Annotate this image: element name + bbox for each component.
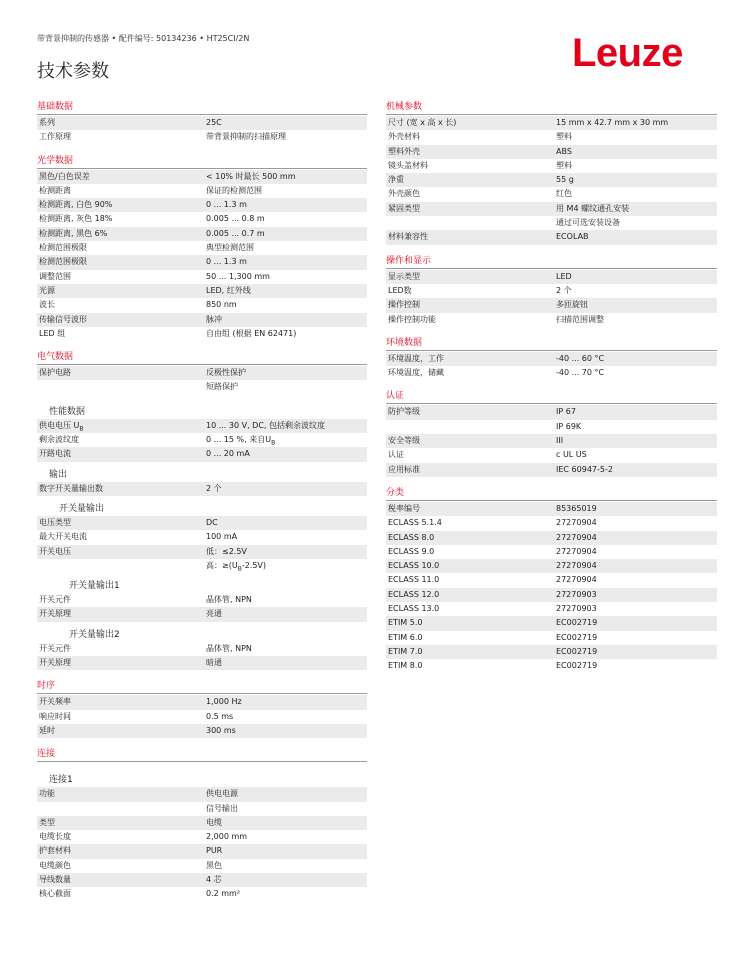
section-title-environment: 环境数据 xyxy=(386,337,717,351)
row-key: 外壳材料 xyxy=(388,132,420,142)
row-key: 紧固类型 xyxy=(388,203,420,213)
table-row xyxy=(386,216,717,230)
row-value: 通过可选安装设备 xyxy=(556,218,620,228)
section-title-connection: 连接 xyxy=(37,748,367,762)
table-row xyxy=(37,419,367,433)
row-value: 红色 xyxy=(556,189,572,199)
row-key: 最大开关电流 xyxy=(39,532,87,542)
environment-table xyxy=(386,352,717,381)
table-row xyxy=(37,482,367,496)
table-row xyxy=(386,531,717,545)
table-row xyxy=(37,116,367,130)
row-value: < 10% 时最长 500 mm xyxy=(206,171,296,181)
table-row xyxy=(37,313,367,327)
row-value: EC002719 xyxy=(556,632,598,642)
table-row xyxy=(37,447,367,461)
row-key: 光源 xyxy=(39,285,55,295)
row-value: 10 ... 30 V, DC, 包括剩余波纹度 xyxy=(206,420,326,430)
table-row xyxy=(386,173,717,187)
row-value: EC002719 xyxy=(556,661,598,671)
table-row xyxy=(37,802,367,816)
table-row xyxy=(386,284,717,298)
row-key: LED 组 xyxy=(39,328,66,338)
table-row xyxy=(386,502,717,516)
table-row xyxy=(37,530,367,544)
row-value: 0 ... 20 mA xyxy=(206,449,250,459)
row-value: 85365019 xyxy=(556,503,597,513)
row-key: 环境温度，工作 xyxy=(388,353,444,363)
row-key xyxy=(386,216,556,230)
table-row xyxy=(386,145,717,159)
row-value: 850 nm xyxy=(206,300,237,310)
row-key: 调整范围 xyxy=(39,271,71,281)
row-key: 外壳颜色 xyxy=(388,189,420,199)
row-key: 波长 xyxy=(39,300,55,310)
row-value: 反极性保护 xyxy=(206,368,246,378)
table-row xyxy=(386,559,717,573)
classification-table xyxy=(386,502,717,674)
table-row xyxy=(37,724,367,738)
row-key: 操作控制功能 xyxy=(388,314,436,324)
row-key: 净重 xyxy=(388,175,404,185)
table-row xyxy=(37,859,367,873)
row-value: 0 ... 1.3 m xyxy=(206,257,247,267)
table-row xyxy=(386,434,717,448)
table-row xyxy=(37,873,367,887)
row-value: 0.005 ... 0.8 m xyxy=(206,214,265,224)
basic-table xyxy=(37,116,367,145)
table-row xyxy=(386,159,717,173)
section-title-timing: 时序 xyxy=(37,680,367,694)
row-key: 护套材料 xyxy=(39,846,71,856)
row-value: 供电电源 xyxy=(206,789,238,799)
row-key: 税率编号 xyxy=(388,503,420,513)
row-value: IEC 60947-5-2 xyxy=(556,464,613,474)
row-key: 数字开关量输出数 xyxy=(39,483,103,493)
row-value: -40 ... 60 °C xyxy=(556,353,605,363)
row-key xyxy=(386,420,556,434)
row-key: 开关电压 xyxy=(39,546,71,556)
row-key: 防护等级 xyxy=(388,407,420,417)
row-value: 27270904 xyxy=(556,518,597,528)
row-key: 开关原理 xyxy=(39,658,71,668)
row-key: 保护电路 xyxy=(39,368,71,378)
row-key: 塑料外壳 xyxy=(388,146,420,156)
table-row xyxy=(386,463,717,477)
row-value xyxy=(206,433,367,447)
row-key xyxy=(37,419,206,433)
row-value: 黑色 xyxy=(206,860,222,870)
table-row xyxy=(37,607,367,621)
table-row xyxy=(386,366,717,380)
row-value: 0.2 mm² xyxy=(206,889,241,899)
row-value: 27270904 xyxy=(556,575,597,585)
page-title: 技术参数 xyxy=(37,61,109,82)
row-key: 检测距离 xyxy=(39,185,71,195)
table-row xyxy=(37,270,367,284)
row-key: 电压类型 xyxy=(39,517,71,527)
supply-voltage-label: 供电电压 U xyxy=(39,420,80,430)
row-value: 4 芯 xyxy=(206,874,222,884)
row-value: 保证的检测范围 xyxy=(206,185,262,195)
row-key: 镜头盖材料 xyxy=(388,160,428,170)
row-key: 功能 xyxy=(39,789,55,799)
table-row xyxy=(386,516,717,530)
subsection-connection-1: 连接1 xyxy=(49,775,73,786)
table-row xyxy=(386,298,717,312)
table-row xyxy=(37,366,367,380)
table-row xyxy=(37,130,367,144)
row-key: 材料兼容性 xyxy=(388,232,428,242)
row-key: 认证 xyxy=(388,450,404,460)
row-value xyxy=(206,559,367,573)
voltage-high-post: -2.5V) xyxy=(241,560,267,570)
switch-output-table xyxy=(37,516,367,545)
row-key: 电缆颜色 xyxy=(39,860,71,870)
table-row xyxy=(386,420,717,434)
row-key: 开关元件 xyxy=(39,595,71,605)
row-key: ECLASS 11.0 xyxy=(388,575,440,585)
row-key: ETIM 7.0 xyxy=(388,646,423,656)
row-value: 扫描范围调整 xyxy=(556,314,604,324)
row-value: 27270904 xyxy=(556,532,597,542)
table-row xyxy=(386,270,717,284)
table-row xyxy=(37,433,367,447)
table-row xyxy=(386,187,717,201)
row-key: ECLASS 9.0 xyxy=(388,546,435,556)
table-row xyxy=(37,241,367,255)
table-row xyxy=(386,616,717,630)
table-row xyxy=(37,380,367,394)
row-value: 电缆 xyxy=(206,817,222,827)
row-value: 典型检测范围 xyxy=(206,243,254,253)
row-key: 操作控制 xyxy=(388,300,420,310)
timing-table xyxy=(37,695,367,738)
subscript: B xyxy=(79,425,84,433)
section-title-certification: 认证 xyxy=(386,390,717,404)
row-value: 0.5 ms xyxy=(206,711,234,721)
subscript: B xyxy=(271,439,276,447)
row-key: 检测距离, 灰色 18% xyxy=(39,214,113,224)
row-key: 检测范围极限 xyxy=(39,243,87,253)
row-key: 核心截面 xyxy=(39,889,71,899)
row-key: 延时 xyxy=(39,725,55,735)
row-value: LED xyxy=(556,271,572,281)
left-column xyxy=(37,101,367,902)
row-value: 晶体管, NPN xyxy=(206,643,252,653)
row-value: 塑料 xyxy=(556,160,572,170)
row-key: 系列 xyxy=(39,118,55,127)
row-key: ECLASS 12.0 xyxy=(388,589,440,599)
switch-output-1-table xyxy=(37,593,367,622)
optical-table xyxy=(37,170,367,342)
row-value: PUR xyxy=(206,846,223,856)
row-value: 50 ... 1,300 mm xyxy=(206,271,270,281)
table-row xyxy=(386,631,717,645)
row-value: 25C xyxy=(206,118,222,127)
row-key: 开关原理 xyxy=(39,609,71,619)
row-key: 检测范围极限 xyxy=(39,257,87,267)
section-title-mechanical: 机械参数 xyxy=(386,101,717,115)
table-row xyxy=(386,448,717,462)
table-row xyxy=(37,710,367,724)
table-row xyxy=(386,545,717,559)
row-value: EC002719 xyxy=(556,646,598,656)
table-row xyxy=(37,844,367,858)
table-row xyxy=(386,202,717,216)
row-value: 100 mA xyxy=(206,532,238,542)
row-key: 安全等级 xyxy=(388,436,420,446)
table-row xyxy=(37,212,367,226)
row-key: 剩余波纹度 xyxy=(39,435,79,445)
row-key: ETIM 6.0 xyxy=(388,632,423,642)
table-row xyxy=(37,170,367,184)
connection-table xyxy=(37,787,367,901)
document-header-line: 带背景抑制的传感器 • 配件编号: 50134236 • HT25CI/2N xyxy=(37,34,250,43)
row-key: ECLASS 13.0 xyxy=(388,604,440,614)
row-value: IP 69K xyxy=(556,421,582,431)
table-row xyxy=(37,284,367,298)
right-column xyxy=(386,101,717,674)
row-key: 环境温度，储藏 xyxy=(388,368,444,378)
table-row xyxy=(386,313,717,327)
row-value: EC002719 xyxy=(556,618,598,628)
table-row xyxy=(37,593,367,607)
row-value: 多匝旋钮 xyxy=(556,300,588,310)
row-key: 显示类型 xyxy=(388,271,420,281)
row-key: 黑色/白色误差 xyxy=(39,171,90,181)
section-title-basic: 基础数据 xyxy=(37,101,367,115)
row-key: ECLASS 10.0 xyxy=(388,561,440,571)
table-row xyxy=(386,116,717,130)
row-key: 导线数量 xyxy=(39,874,71,884)
outputs-table xyxy=(37,482,367,496)
row-value: 2 个 xyxy=(206,483,222,493)
row-value: 塑料 xyxy=(556,132,572,142)
table-row xyxy=(386,573,717,587)
section-title-classification: 分类 xyxy=(386,487,717,501)
row-key xyxy=(37,559,206,573)
row-key: 检测距离, 白色 90% xyxy=(39,200,113,210)
row-value: IP 67 xyxy=(556,407,576,417)
row-value: LED, 红外线 xyxy=(206,285,251,295)
table-row xyxy=(37,255,367,269)
row-key: 类型 xyxy=(39,817,55,827)
row-key: LED数 xyxy=(388,285,412,295)
table-row xyxy=(37,656,367,670)
section-title-operation: 操作和显示 xyxy=(386,255,717,269)
row-key: 开关频率 xyxy=(39,697,71,707)
row-value: 带背景抑制的扫描原理 xyxy=(206,132,286,142)
row-value: 短路保护 xyxy=(206,382,238,392)
row-value: 2 个 xyxy=(556,285,572,295)
row-key xyxy=(37,380,206,394)
subsection-switch-output-2: 开关量输出2 xyxy=(69,629,120,640)
row-key: 检测距离, 黑色 6% xyxy=(39,228,108,238)
row-value: 晶体管, NPN xyxy=(206,595,252,605)
row-value: 亮通 xyxy=(206,609,222,619)
mechanical-table xyxy=(386,116,717,245)
table-row xyxy=(386,230,717,244)
row-value: c UL US xyxy=(556,450,587,460)
certification-table xyxy=(386,405,717,476)
operation-table xyxy=(386,270,717,327)
row-value: 0.005 ... 0.7 m xyxy=(206,228,265,238)
voltage-high-pre: 高：≥(U xyxy=(206,560,238,570)
row-value: 55 g xyxy=(556,175,574,185)
table-row xyxy=(37,516,367,530)
row-key xyxy=(37,802,206,816)
table-row xyxy=(37,830,367,844)
row-value: -40 ... 70 °C xyxy=(556,368,605,378)
row-value: 0 ... 1.3 m xyxy=(206,200,247,210)
row-key: ECLASS 5.1.4 xyxy=(388,518,442,528)
row-value: 15 mm x 42.7 mm x 30 mm xyxy=(556,118,669,127)
row-value: 27270904 xyxy=(556,546,597,556)
table-row xyxy=(37,327,367,341)
row-key: 尺寸 (宽 x 高 x 长) xyxy=(388,118,457,127)
table-row xyxy=(386,659,717,673)
row-value: 脉冲 xyxy=(206,314,222,324)
row-value: DC xyxy=(206,517,218,527)
table-row xyxy=(37,198,367,212)
row-value: 1,000 Hz xyxy=(206,697,242,707)
row-value: 信号输出 xyxy=(206,803,238,813)
row-value: 300 ms xyxy=(206,725,236,735)
table-row xyxy=(37,227,367,241)
section-title-optical: 光学数据 xyxy=(37,155,367,169)
table-row xyxy=(37,695,367,709)
row-value: 暗通 xyxy=(206,658,222,668)
row-value: 27270904 xyxy=(556,561,597,571)
row-key: 电缆长度 xyxy=(39,832,71,842)
table-row xyxy=(37,545,367,559)
table-row xyxy=(37,816,367,830)
row-key: 工作原理 xyxy=(39,132,71,142)
row-key: 传输信号波形 xyxy=(39,314,87,324)
subsection-switch-output-1: 开关量输出1 xyxy=(69,581,120,592)
row-value: 27270903 xyxy=(556,589,597,599)
table-row xyxy=(37,298,367,312)
table-row xyxy=(37,184,367,198)
switch-output-2-table xyxy=(37,642,367,671)
table-row xyxy=(386,352,717,366)
section-title-electrical: 电气数据 xyxy=(37,351,367,365)
row-value: 2,000 mm xyxy=(206,832,248,842)
row-value: ECOLAB xyxy=(556,232,589,242)
row-value: 低：≤2.5V xyxy=(206,546,247,556)
row-value: III xyxy=(556,436,564,446)
table-row xyxy=(386,588,717,602)
table-row xyxy=(386,130,717,144)
subsection-switch-output: 开关量输出 xyxy=(59,503,105,514)
subscript: B xyxy=(237,565,242,573)
row-key: 应用标准 xyxy=(388,464,420,474)
table-row xyxy=(386,405,717,419)
row-key: 开路电流 xyxy=(39,449,71,459)
table-row xyxy=(386,645,717,659)
row-value: 27270903 xyxy=(556,604,597,614)
row-value: 自由组 (根据 EN 62471) xyxy=(206,328,297,338)
ripple-value: 0 ... 15 %, 来自U xyxy=(206,435,272,445)
row-value: ABS xyxy=(556,146,572,156)
row-key: ETIM 5.0 xyxy=(388,618,423,628)
row-key: ETIM 8.0 xyxy=(388,661,423,671)
row-key: 响应时间 xyxy=(39,711,71,721)
row-key: 开关元件 xyxy=(39,643,71,653)
table-row xyxy=(386,602,717,616)
subsection-performance: 性能数据 xyxy=(49,406,86,417)
table-row xyxy=(37,787,367,801)
subsection-outputs: 输出 xyxy=(49,469,68,480)
leuze-logo: Leuze xyxy=(572,31,683,75)
table-row xyxy=(37,887,367,901)
row-value: 用 M4 螺纹通孔安装 xyxy=(556,203,630,213)
row-key: ECLASS 8.0 xyxy=(388,532,435,542)
table-row xyxy=(37,642,367,656)
table-row xyxy=(37,559,367,573)
